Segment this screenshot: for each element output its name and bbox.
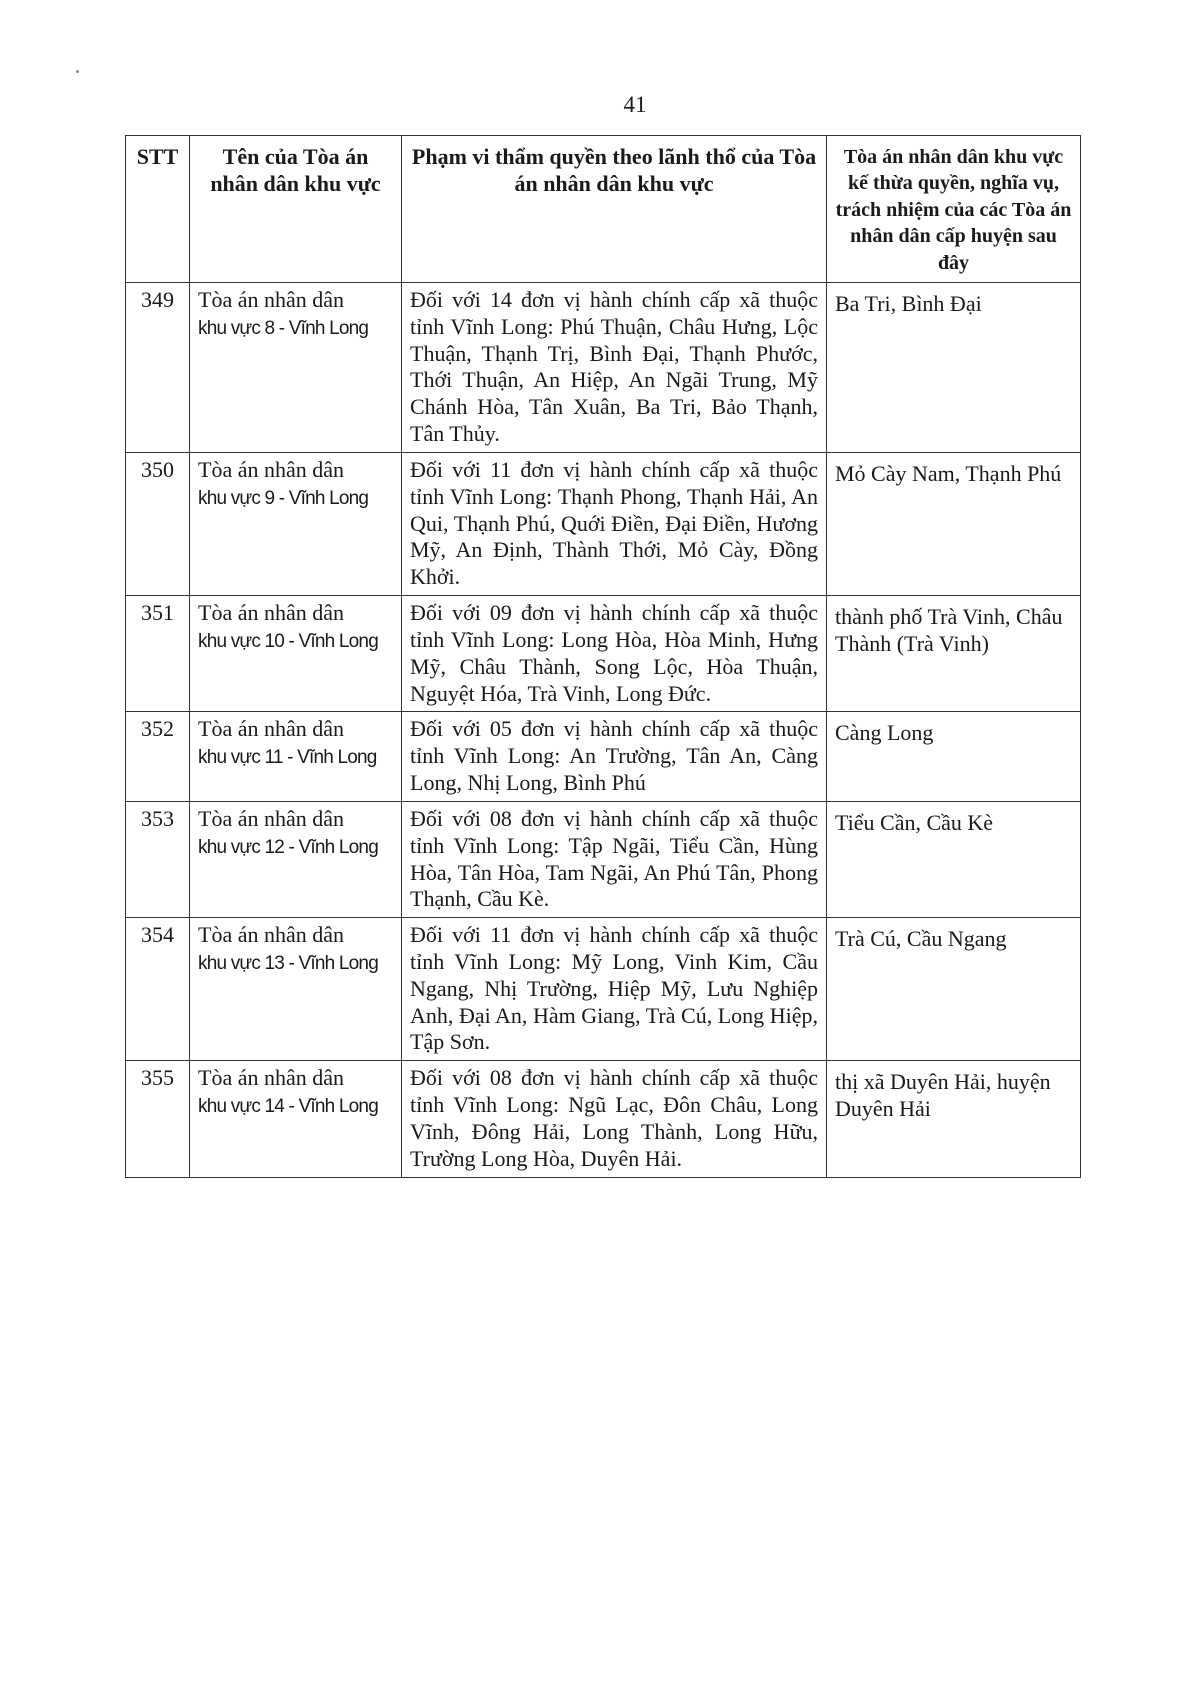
header-jurisdiction-scope: Phạm vi thẩm quyền theo lãnh thổ của Tòa án nhân dân khu vực: [402, 136, 827, 283]
row-stt: 349: [126, 282, 190, 452]
row-stt: 352: [126, 712, 190, 801]
court-name-line1: Tòa án nhân dân: [198, 805, 344, 831]
row-inherited-courts: thành phố Trà Vinh, Châu Thành (Trà Vinh): [827, 596, 1081, 712]
court-name-line1: Tòa án nhân dân: [198, 922, 344, 948]
row-jurisdiction-scope: Đối với 08 đơn vị hành chính cấp xã thuộc tỉnh Vĩnh Long: Tập Ngãi, Tiểu Cần, Hùng Hòa, Tân Hòa, Tam Ngãi, An Phú Tân, Phong Thạnh, Cầu Kè.: [402, 801, 827, 917]
row-court-name: [190, 1061, 402, 1177]
table-header-row: [126, 136, 1081, 283]
row-stt: 353: [126, 801, 190, 917]
court-name-line2: khu vực 9 - Vĩnh Long: [198, 487, 369, 509]
court-name-line1: Tòa án nhân dân: [198, 716, 344, 742]
row-jurisdiction-scope: Đối với 05 đơn vị hành chính cấp xã thuộc tỉnh Vĩnh Long: An Trường, Tân An, Càng Long, Nhị Long, Bình Phú: [402, 712, 827, 801]
row-stt: 354: [126, 918, 190, 1061]
row-jurisdiction-scope: Đối với 11 đơn vị hành chính cấp xã thuộc tỉnh Vĩnh Long: Mỹ Long, Vinh Kim, Cầu Ngang, Nhị Trường, Hiệp Mỹ, Lưu Nghiệp Anh, Đại An, Hàm Giang, Trà Cú, Long Hiệp, Tập Sơn.: [402, 918, 827, 1061]
row-court-name: [190, 452, 402, 595]
row-jurisdiction-scope: Đối với 08 đơn vị hành chính cấp xã thuộc tỉnh Vĩnh Long: Ngũ Lạc, Đôn Châu, Long Vĩnh, Đông Hải, Long Thành, Long Hữu, Trường Long Hòa, Duyên Hải.: [402, 1061, 827, 1177]
row-inherited-courts: Trà Cú, Cầu Ngang: [827, 918, 1081, 1061]
table-row: [126, 712, 1081, 801]
row-stt: 351: [126, 596, 190, 712]
row-court-name: [190, 712, 402, 801]
row-jurisdiction-scope: Đối với 11 đơn vị hành chính cấp xã thuộc tỉnh Vĩnh Long: Thạnh Phong, Thạnh Hải, An Qui, Thạnh Phú, Quới Điền, Đại Điền, Hương Mỹ, An Định, Thành Thới, Mỏ Cày, Đồng Khởi.: [402, 452, 827, 595]
table-row: [126, 801, 1081, 917]
row-inherited-courts: Mỏ Cày Nam, Thạnh Phú: [827, 452, 1081, 595]
table-row: [126, 596, 1081, 712]
court-name-line2: khu vực 14 - Vĩnh Long: [198, 1096, 378, 1118]
court-name-line1: Tòa án nhân dân: [198, 286, 344, 312]
court-name-line2: khu vực 12 - Vĩnh Long: [198, 836, 378, 858]
row-inherited-courts: Ba Tri, Bình Đại: [827, 282, 1081, 452]
row-jurisdiction-scope: Đối với 09 đơn vị hành chính cấp xã thuộc tỉnh Vĩnh Long: Long Hòa, Hòa Minh, Hưng Mỹ, Châu Thành, Song Lộc, Hòa Thuận, Nguyệt Hóa, Trà Vinh, Long Đức.: [402, 596, 827, 712]
page-number: 41: [623, 92, 647, 117]
row-jurisdiction-scope: Đối với 14 đơn vị hành chính cấp xã thuộc tỉnh Vĩnh Long: Phú Thuận, Châu Hưng, Lộc Thuận, Thạnh Trị, Bình Đại, Thạnh Phước, Thới Thuận, An Hiệp, An Ngãi Trung, Mỹ Chánh Hòa, Tân Xuân, Ba Tri, Bảo Thạnh, Tân Thủy.: [402, 282, 827, 452]
court-name-line2: khu vực 11 - Vĩnh Long: [198, 747, 377, 769]
court-name-line1: Tòa án nhân dân: [198, 600, 344, 626]
row-stt: 355: [126, 1061, 190, 1177]
table-row: [126, 918, 1081, 1061]
header-inherited-courts: Tòa án nhân dân khu vực kế thừa quyền, nghĩa vụ, trách nhiệm của các Tòa án nhân dân cấp huyện sau đây: [827, 136, 1081, 283]
court-name-line2: khu vực 13 - Vĩnh Long: [198, 953, 378, 974]
table-row: [126, 452, 1081, 595]
court-jurisdiction-table: [125, 135, 1081, 1178]
court-name-line2: khu vực 8 - Vĩnh Long: [198, 317, 369, 339]
row-inherited-courts: Càng Long: [827, 712, 1081, 801]
scan-speck: [76, 70, 79, 73]
row-stt: 350: [126, 452, 190, 595]
court-name-line1: Tòa án nhân dân: [198, 456, 344, 482]
row-court-name: [190, 282, 402, 452]
row-court-name: [190, 596, 402, 712]
court-name-line2: khu vực 10 - Vĩnh Long: [198, 630, 378, 652]
header-court-name: Tên của Tòa án nhân dân khu vực: [190, 136, 402, 283]
row-inherited-courts: Tiểu Cần, Cầu Kè: [827, 801, 1081, 917]
table-row: [126, 1061, 1081, 1177]
header-stt: STT: [126, 136, 190, 283]
row-inherited-courts: thị xã Duyên Hải, huyện Duyên Hải: [827, 1061, 1081, 1177]
court-name-line1: Tòa án nhân dân: [198, 1065, 344, 1091]
row-court-name: [190, 918, 402, 1061]
table-row: [126, 282, 1081, 452]
row-court-name: [190, 801, 402, 917]
